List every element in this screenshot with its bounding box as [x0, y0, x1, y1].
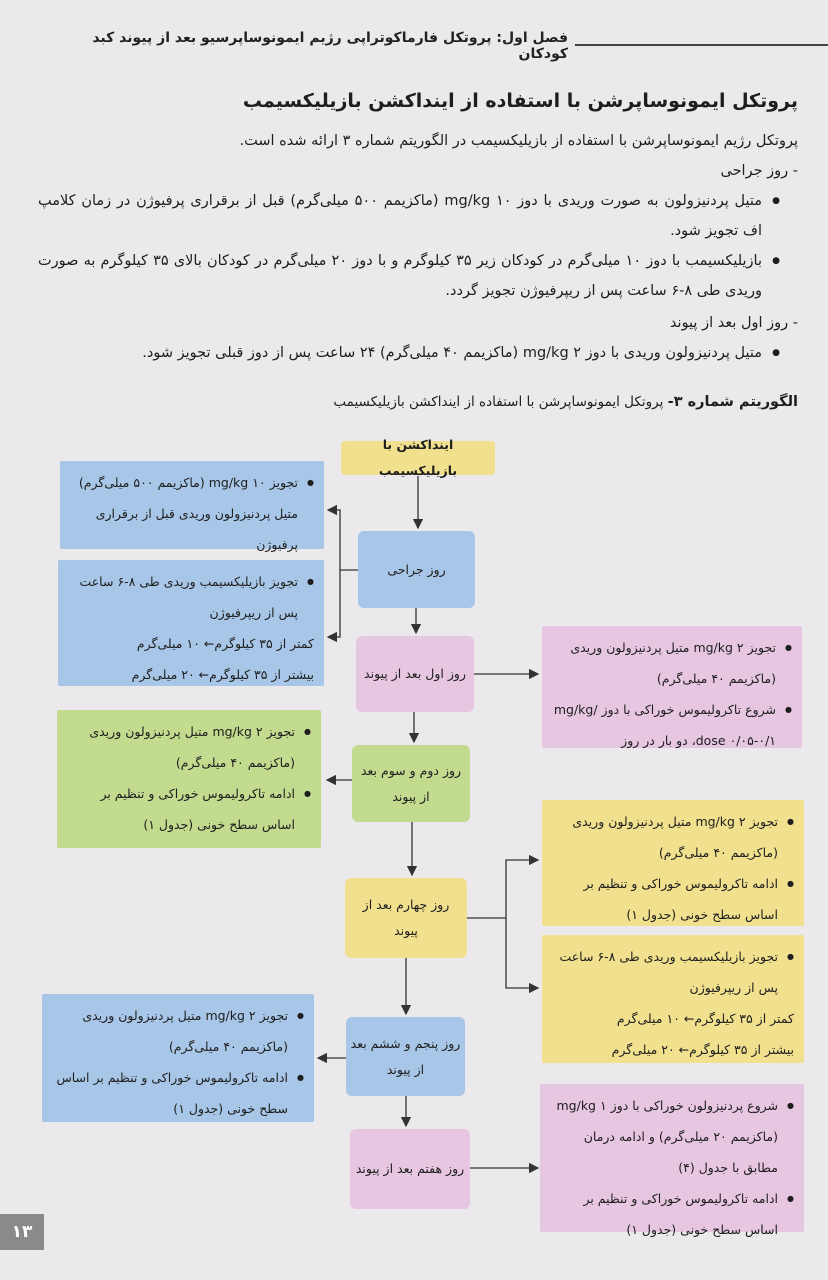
box-day4-mp-text: ● تجویز ۲ mg/kg متیل پردنیزولون وریدی (ماکزیمم ۴۰ میلی‌گرم): [552, 806, 794, 868]
node-day2-3: روز دوم و سوم بعد از پیوند: [352, 745, 470, 822]
box-day4-bas-text: ● تجویز بازیلیکسیمب وریدی طی ۸-۶ ساعت پس از ریپرفیوژن: [552, 941, 794, 1003]
intro-paragraph: پروتکل رژیم ایمونوساپرشن با استفاده از بازیلیکسیمب در الگوریتم شماره ۳ ارائه شده است.: [239, 133, 798, 149]
running-header: فصل اول: پروتکل فارماکوتراپی رژیم ایمونوساپرسیو بعد از پیوند کبد کودکان: [92, 30, 568, 62]
node-day4: روز چهارم بعد از پیوند: [345, 878, 467, 958]
page-number: ۱۳: [0, 1214, 44, 1250]
box-day1-mp-text: ● تجویز ۲ mg/kg متیل پردنیزولون وریدی (ماکزیمم ۴۰ میلی‌گرم): [552, 632, 792, 694]
node-day1: روز اول بعد از پیوند: [356, 636, 474, 712]
box-day23-mp-text: ● تجویز ۲ mg/kg متیل پردنیزولون وریدی (ماکزیمم ۴۰ میلی‌گرم): [67, 716, 311, 778]
box-day1: [542, 626, 802, 748]
node-start-induction: ایندا‌کشن با بازیلیکسیمب: [341, 441, 495, 475]
box-surgery-bas-line2: بیشتر از ۳۵ کیلوگرم← ۲۰ میلی‌گرم: [131, 667, 314, 682]
box-day5-6: [42, 994, 314, 1122]
surgery-bullet-2: ● بازیلیکسیمب با دوز ۱۰ میلی‌گرم در کودکان زیر ۳۵ کیلوگرم و با دوز ۲۰ میلی‌گرم در کودکان بالای ۳۵ کیلوگرم به صورت وریدی طی ۸-۶ ساعت پس از ریپرفیوژن تجویز گردد.: [38, 246, 788, 306]
box-day4-tac-text: ● ادامه تاکرولیموس خوراکی و تنظیم بر اساس سطح خونی (جدول ۱): [552, 868, 794, 930]
node-surgery-day: روز جراحی: [358, 531, 475, 608]
box-day7: [540, 1084, 804, 1237]
box-day1-tac-text: ● شروع تاکرولیموس خوراکی با دوز mg/kg/ dose ۰/۰۵-۰/۱، دو بار در روز: [552, 694, 792, 756]
box-day2-3: [57, 710, 321, 848]
box-surgery-basiliximab: [58, 560, 324, 686]
box-surgery-bas-line1: کمتر از ۳۵ کیلوگرم← ۱۰ میلی‌گرم: [136, 636, 314, 651]
box-surgery-bas-text: ● تجویز بازیلیکسیمب وریدی طی ۸-۶ ساعت پس از ریپرفیوژن: [68, 566, 314, 628]
box-day4-bas-line1: کمتر از ۳۵ کیلوگرم← ۱۰ میلی‌گرم: [616, 1011, 794, 1026]
node-day5-6: روز پنجم و ششم بعد از پیوند: [346, 1017, 465, 1096]
box-day56-mp-text: ● تجویز ۲ mg/kg متیل پردنیزولون وریدی (ماکزیمم ۴۰ میلی‌گرم): [52, 1000, 304, 1062]
algorithm-caption-text: پروتکل ایمونوساپرشن با استفاده از ایندا‌کشن بازیلیکسیمب: [333, 394, 664, 410]
box-surgery-mp-text: ● تجویز ۱۰ mg/kg (ماکزیمم ۵۰۰ میلی‌گرم) متیل پردنیزولون وریدی قبل از برقراری پرفیوژن: [70, 467, 314, 560]
day1-label: - روز اول بعد از پیوند: [669, 315, 798, 331]
box-day56-tac-text: ● ادامه تاکرولیموس خوراکی و تنظیم بر اساس سطح خونی (جدول ۱): [52, 1062, 304, 1124]
box-day7-tac-text: ● ادامه تاکرولیموس خوراکی و تنظیم بر اساس سطح خونی (جدول ۱): [550, 1183, 794, 1245]
box-day4-basiliximab: [542, 935, 804, 1063]
day1-bullet: ● متیل پردنیزولون وریدی با دوز ۲ mg/kg (ماکزیمم ۴۰ میلی‌گرم) ۲۴ ساعت پس از دوز قبلی تجویز شود.: [38, 338, 788, 368]
box-day7-pred-text: ● شروع پردنیزولون خوراکی با دوز ۱ mg/kg (ماکزیمم ۲۰ میلی‌گرم) و ادامه درمان مطابق با جدول (۴): [550, 1090, 794, 1183]
node-day7: روز هفتم بعد از پیوند: [350, 1129, 470, 1209]
algorithm-caption-number: الگوریتم شماره ۳-: [667, 394, 798, 410]
section-title: پروتکل ایمونوساپرشن با استفاده از ایندا‌کشن بازیلیکسیمب: [242, 90, 798, 112]
box-surgery-methylprednisolone: [60, 461, 324, 552]
box-day23-tac-text: ● ادامه تاکرولیموس خوراکی و تنظیم بر اساس سطح خونی (جدول ۱): [67, 778, 311, 840]
surgery-day-label: - روز جراحی: [720, 163, 798, 179]
box-day4-drugs: [542, 800, 804, 926]
box-day4-bas-line2: بیشتر از ۳۵ کیلوگرم← ۲۰ میلی‌گرم: [611, 1042, 794, 1057]
surgery-bullet-1: ● متیل پردنیزولون به صورت وریدی با دوز ۱۰ mg/kg (ماکزیمم ۵۰۰ میلی‌گرم) قبل از برقراری پرفیوژن در زمان کلامپ اف تجویز شود.: [38, 186, 788, 246]
